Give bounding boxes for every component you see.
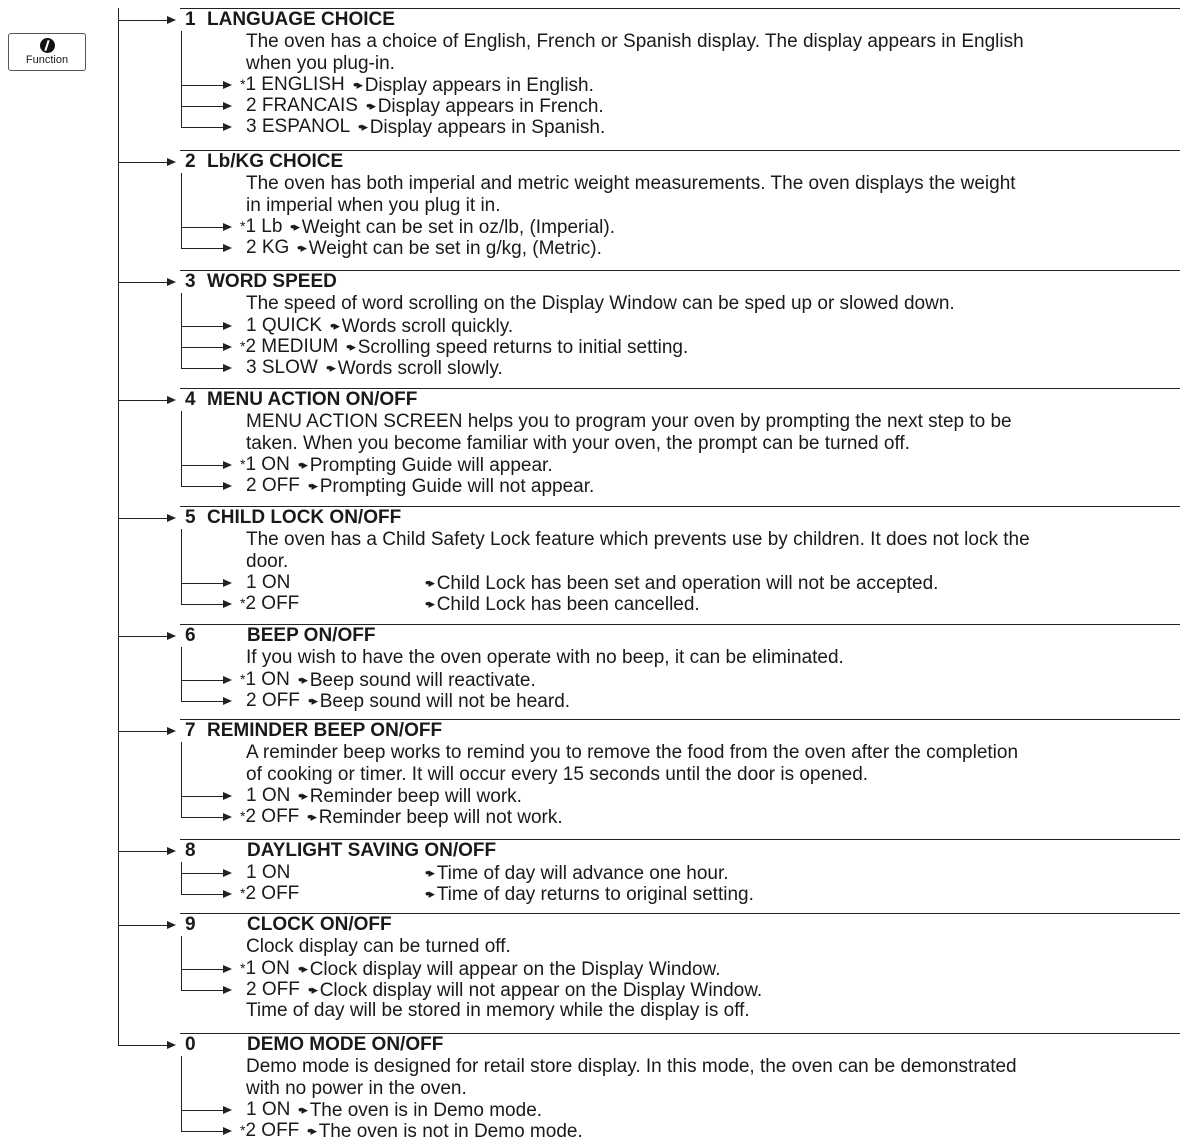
option-label: 1 ON xyxy=(246,1099,291,1120)
section-description: MENU ACTION SCREEN helps you to program your oven by prompting the next step to be xyxy=(246,411,1012,432)
option-branch-line xyxy=(181,529,182,604)
result-arrow-icon: •▸ xyxy=(297,240,309,255)
option-result xyxy=(366,95,604,117)
section-description: Demo mode is designed for retail store display. In this mode, the oven can be demonstrated xyxy=(246,1056,1017,1077)
section-number: 6 xyxy=(185,625,196,646)
result-arrow-icon: •▸ xyxy=(425,886,437,901)
option-row xyxy=(240,357,318,378)
result-arrow-icon: •▸ xyxy=(366,98,378,113)
option-arrow xyxy=(181,583,230,584)
section-description: If you wish to have the oven operate with no beep, it can be eliminated. xyxy=(246,647,844,668)
option-arrow xyxy=(181,1110,230,1111)
option-result xyxy=(298,669,536,691)
option-arrow xyxy=(181,248,230,249)
option-row xyxy=(240,237,289,258)
option-row xyxy=(240,572,290,593)
option-result-text: Weight can be set in oz/lb, (Imperial). xyxy=(301,217,615,238)
option-label: 3 ESPANOL xyxy=(246,116,351,137)
result-arrow-icon: •▸ xyxy=(298,788,310,803)
section-description: of cooking or timer. It will occur every 15 seconds until the door is opened. xyxy=(246,763,869,785)
option-label: 1 ENGLISH xyxy=(245,74,345,95)
result-arrow-icon: •▸ xyxy=(346,338,358,354)
section-title: LANGUAGE CHOICE xyxy=(207,9,395,30)
option-row xyxy=(240,593,299,614)
default-marker: * xyxy=(240,337,246,354)
option-result-text: Reminder beep will not work. xyxy=(318,807,563,828)
section-title: WORD SPEED xyxy=(207,271,337,292)
option-result-text: Child Lock has been cancelled. xyxy=(436,594,700,615)
option-result xyxy=(298,454,553,476)
section-number: 9 xyxy=(185,914,196,935)
section-description: with no power in the oven. xyxy=(246,1077,467,1099)
option-row xyxy=(240,979,300,1000)
section-number: 3 xyxy=(185,271,196,292)
option-label: 1 ON xyxy=(246,785,291,806)
result-arrow-icon: •▸ xyxy=(298,457,310,472)
option-arrow xyxy=(181,227,230,228)
section-number: 5 xyxy=(185,507,196,528)
option-row xyxy=(240,669,290,690)
option-row xyxy=(240,216,282,237)
result-arrow-icon: •▸ xyxy=(307,809,319,824)
option-label: 1 ON xyxy=(246,862,291,883)
option-result-text: Time of day returns to original setting. xyxy=(436,884,754,905)
option-result xyxy=(308,475,594,497)
option-result-text: The oven is not in Demo mode. xyxy=(318,1121,583,1142)
option-arrow xyxy=(181,127,230,128)
section-arrow xyxy=(118,162,174,163)
result-arrow-icon: •▸ xyxy=(326,359,338,375)
option-result xyxy=(330,315,513,337)
option-label: 1 ON xyxy=(246,572,291,593)
option-arrow xyxy=(181,817,230,818)
option-result-text: The oven is in Demo mode. xyxy=(309,1100,543,1121)
section-description: door. xyxy=(246,550,289,572)
option-result-text: Weight can be set in g/kg, (Metric). xyxy=(308,238,602,259)
section-description: The speed of word scrolling on the Display Window can be sped up or slowed down. xyxy=(246,293,955,314)
option-row xyxy=(240,883,299,904)
option-branch-line xyxy=(181,411,182,486)
default-marker: * xyxy=(240,808,246,824)
default-marker: * xyxy=(240,218,246,234)
section-arrow xyxy=(118,851,174,852)
default-marker: * xyxy=(240,670,246,687)
option-result xyxy=(326,357,503,379)
main-trunk-line xyxy=(118,8,119,1046)
option-row xyxy=(240,116,350,137)
option-label: 2 OFF xyxy=(246,689,300,711)
function-button-label: Function xyxy=(25,54,69,66)
option-arrow xyxy=(181,368,230,369)
section-arrow xyxy=(118,20,174,21)
option-result-text: Display appears in French. xyxy=(377,96,604,117)
option-result xyxy=(425,593,700,615)
option-label: 1 ON xyxy=(245,454,290,475)
option-result-text: Display appears in Spanish. xyxy=(369,117,606,138)
section-description: when you plug-in. xyxy=(246,52,395,74)
option-label: 2 OFF xyxy=(245,593,300,614)
option-label: 2 OFF xyxy=(246,475,300,496)
section-arrow xyxy=(118,518,174,519)
section-number: 0 xyxy=(185,1034,196,1055)
option-row xyxy=(240,74,345,95)
option-result xyxy=(308,979,762,1001)
section-title: REMINDER BEEP ON/OFF xyxy=(207,720,443,741)
option-arrow xyxy=(181,347,230,348)
result-arrow-icon: •▸ xyxy=(308,981,320,997)
option-label: 2 MEDIUM xyxy=(245,335,339,357)
default-marker: * xyxy=(240,959,246,976)
option-arrow xyxy=(181,894,230,895)
option-arrow xyxy=(181,873,230,874)
option-result-text: Child Lock has been set and operation will not be accepted. xyxy=(436,573,939,594)
option-branch-line xyxy=(181,862,182,894)
section-description: in imperial when you plug it in. xyxy=(246,194,501,216)
option-result-text: Time of day will advance one hour. xyxy=(436,863,729,884)
option-result xyxy=(290,216,615,238)
default-marker: * xyxy=(240,885,246,901)
option-label: 2 OFF xyxy=(245,806,300,827)
section-number: 7 xyxy=(185,720,196,741)
section-arrow xyxy=(118,636,174,637)
option-row xyxy=(240,785,290,806)
option-label: 3 SLOW xyxy=(246,356,318,378)
option-branch-line xyxy=(181,936,182,990)
section-number: 8 xyxy=(185,840,196,861)
option-row xyxy=(240,454,290,475)
default-marker: * xyxy=(240,1122,246,1138)
option-branch-line xyxy=(181,31,182,127)
option-arrow xyxy=(181,680,230,681)
option-branch-line xyxy=(181,173,182,248)
option-row xyxy=(240,958,290,979)
option-row xyxy=(240,862,290,883)
result-arrow-icon: •▸ xyxy=(298,1102,310,1117)
section-description: Clock display can be turned off. xyxy=(246,936,511,957)
option-row xyxy=(240,806,299,827)
result-arrow-icon: •▸ xyxy=(290,219,302,234)
option-result xyxy=(346,336,688,358)
option-branch-line xyxy=(181,647,182,701)
section-number: 1 xyxy=(185,9,196,30)
section-description: The oven has a choice of English, French or Spanish display. The display appears in English xyxy=(246,31,1024,52)
option-arrow xyxy=(181,990,230,991)
result-arrow-icon: •▸ xyxy=(358,119,370,134)
section-number: 4 xyxy=(185,389,196,410)
result-arrow-icon: •▸ xyxy=(353,77,365,92)
option-row xyxy=(240,690,300,711)
option-result-text: Clock display will not appear on the Display Window. xyxy=(319,979,763,1001)
option-result xyxy=(297,237,602,259)
result-arrow-icon: •▸ xyxy=(308,478,320,493)
section-description: The oven has a Child Safety Lock feature which prevents use by children. It does not lock the xyxy=(246,529,1030,550)
section-description: taken. When you become familiar with your oven, the prompt can be turned off. xyxy=(246,432,910,454)
option-result-text: Beep sound will reactivate. xyxy=(309,669,536,691)
option-result xyxy=(353,74,594,96)
option-result xyxy=(425,572,938,594)
section-description: A reminder beep works to remind you to remove the food from the oven after the completion xyxy=(246,742,1019,763)
option-result-text: Words scroll slowly. xyxy=(337,357,503,379)
default-marker: * xyxy=(240,456,246,472)
result-arrow-icon: •▸ xyxy=(425,865,437,880)
option-row xyxy=(240,1099,290,1120)
option-arrow xyxy=(181,85,230,86)
option-result xyxy=(298,958,721,980)
option-arrow xyxy=(181,465,230,466)
option-result-text: Beep sound will not be heard. xyxy=(319,690,571,712)
result-arrow-icon: •▸ xyxy=(425,575,437,590)
option-branch-line xyxy=(181,1056,182,1131)
option-label: 2 OFF xyxy=(245,1120,300,1141)
option-result-text: Scrolling speed returns to initial setting. xyxy=(357,336,689,358)
option-result xyxy=(298,1099,542,1121)
option-arrow xyxy=(181,1131,230,1132)
option-row xyxy=(240,315,322,336)
option-arrow xyxy=(181,604,230,605)
option-row xyxy=(240,95,358,116)
option-label: 2 KG xyxy=(246,237,290,258)
section-note: Time of day will be stored in memory while the display is off. xyxy=(246,999,750,1021)
section-arrow xyxy=(118,925,174,926)
result-arrow-icon: •▸ xyxy=(298,671,310,687)
section-description: The oven has both imperial and metric weight measurements. The oven displays the weight xyxy=(246,173,1016,194)
option-arrow xyxy=(181,486,230,487)
result-arrow-icon: •▸ xyxy=(298,960,310,976)
option-result xyxy=(298,785,522,807)
option-arrow xyxy=(181,326,230,327)
section-title: DEMO MODE ON/OFF xyxy=(247,1034,444,1055)
option-result-text: Clock display will appear on the Display Window. xyxy=(309,958,721,980)
option-result xyxy=(308,690,570,712)
option-arrow xyxy=(181,796,230,797)
section-title: MENU ACTION ON/OFF xyxy=(207,389,418,410)
option-result-text: Reminder beep will work. xyxy=(309,786,522,807)
result-arrow-icon: •▸ xyxy=(330,317,342,333)
option-branch-line xyxy=(181,742,182,817)
option-row xyxy=(240,336,338,357)
option-label: 1 ON xyxy=(245,957,290,979)
section-title: Lb/KG CHOICE xyxy=(207,151,344,172)
result-arrow-icon: •▸ xyxy=(425,596,437,611)
option-label: 2 OFF xyxy=(246,978,300,1000)
section-title: CHILD LOCK ON/OFF xyxy=(207,507,402,528)
option-label: 1 QUICK xyxy=(246,314,323,336)
option-row xyxy=(240,1120,299,1141)
option-label: 2 OFF xyxy=(245,883,300,904)
option-result xyxy=(425,862,729,884)
option-arrow xyxy=(181,969,230,970)
option-result-text: Prompting Guide will not appear. xyxy=(319,476,595,497)
section-number: 2 xyxy=(185,151,196,172)
option-result xyxy=(425,883,754,905)
option-row xyxy=(240,475,300,496)
option-result xyxy=(307,806,563,828)
option-label: 1 Lb xyxy=(245,216,283,237)
result-arrow-icon: •▸ xyxy=(307,1123,319,1138)
default-marker: * xyxy=(240,595,246,611)
section-title: BEEP ON/OFF xyxy=(247,625,376,646)
option-arrow xyxy=(181,701,230,702)
option-result-text: Prompting Guide will appear. xyxy=(309,455,553,476)
section-arrow xyxy=(118,731,174,732)
option-label: 1 ON xyxy=(245,668,290,690)
section-arrow xyxy=(118,1045,174,1046)
section-title: DAYLIGHT SAVING ON/OFF xyxy=(247,840,497,861)
option-result-text: Words scroll quickly. xyxy=(341,315,514,337)
section-arrow xyxy=(118,400,174,401)
option-result xyxy=(358,116,605,138)
option-result-text: Display appears in English. xyxy=(364,75,594,96)
section-arrow xyxy=(118,282,174,283)
option-label: 2 FRANCAIS xyxy=(246,95,358,116)
option-arrow xyxy=(181,106,230,107)
option-branch-line xyxy=(181,293,182,368)
section-title: CLOCK ON/OFF xyxy=(247,914,392,935)
default-marker: * xyxy=(240,76,246,92)
option-result xyxy=(307,1120,583,1142)
result-arrow-icon: •▸ xyxy=(308,692,320,708)
